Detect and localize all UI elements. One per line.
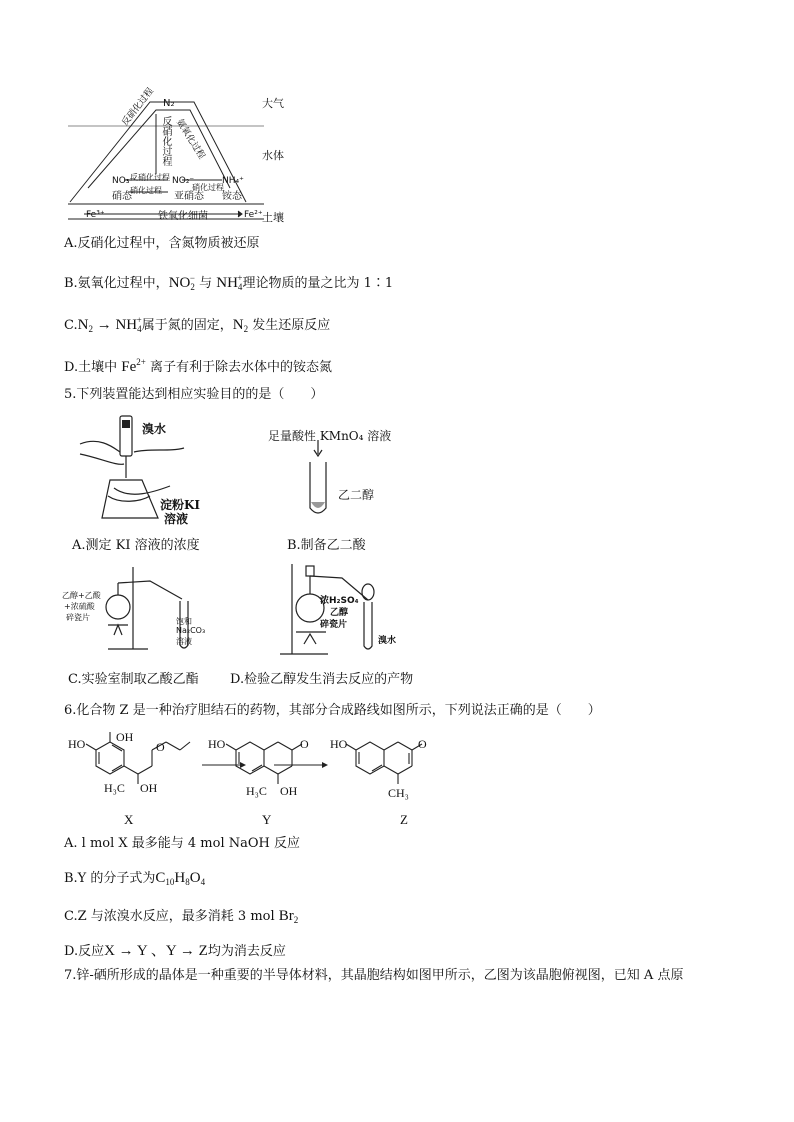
q4-option-c-suffix: 发生还原反应 — [252, 318, 331, 333]
q6-option-a: A. l mol X 最多能与 4 mol NaOH 反应 — [64, 836, 301, 851]
n2-label: N₂ — [163, 98, 175, 109]
nitrogen-cycle-diagram — [64, 92, 294, 224]
q5-c-reactants-label-1: 乙醇+乙酸 — [62, 591, 101, 600]
nitrification-label: 硝化过程 — [130, 186, 162, 195]
q5-d-acid-label: 浓H₂SO₄ — [320, 596, 359, 606]
q5-c-collector-label-2: Na₂CO₃ — [176, 626, 206, 635]
nh4-formula: $NH_4^+$ — [216, 273, 243, 292]
q6-arrow-2 — [272, 760, 332, 770]
q6-stem: 6.化合物 Z 是一种治疗胆结石的药物，其部分合成路线如图所示，下列说法正确的是（ ） — [64, 703, 601, 718]
q5-d-bromine-label: 溴水 — [378, 636, 397, 646]
q6-option-d-suffix: 均为消去反应 — [207, 944, 286, 959]
q5-option-d: D.检验乙醇发生消去反应的产物 — [230, 672, 414, 687]
nitrate-label: 硝态 — [112, 191, 132, 202]
q4-option-d-prefix: D.土壤中 — [64, 360, 118, 375]
no2-formula: $NO_2^-$ — [168, 273, 195, 292]
q4-option-c — [64, 310, 330, 339]
q5-c-collector-label-3: 溶液 — [176, 637, 192, 646]
nitrification-right-label: 硝化过程 — [192, 183, 224, 192]
z-ho-label: HO — [330, 737, 348, 751]
z-ch3-label: CH₃ — [388, 786, 409, 800]
reaction-formula: X → Y 、Y → Z — [104, 943, 208, 959]
q4-option-d-suffix: 离子有利于除去水体中的铵态氮 — [149, 360, 332, 375]
y-ho-label: HO — [208, 737, 226, 751]
q5-option-c: C.实验室制取乙酸乙酯 — [68, 672, 199, 687]
q6-option-d-prefix: D.反应 — [64, 944, 105, 959]
soil-label: 土壤 — [262, 211, 284, 224]
q5-c-collector-label-1: 饱和 — [176, 617, 192, 626]
q5-option-b: B.制备乙二酸 — [287, 538, 366, 553]
q5-apparatus-b — [300, 440, 340, 520]
q4-option-b-mid: 与 — [199, 276, 213, 291]
no2-label: NO₂⁻ — [172, 176, 195, 186]
nh4-label: NH₄⁺ — [222, 176, 244, 186]
q5-a-solution-label-1: 淀粉KI — [160, 498, 201, 512]
q5-b-glycol-label: 乙二醇 — [338, 488, 375, 502]
q7-stem: 7.锌-硒所形成的晶体是一种重要的半导体材料，其晶胞结构如图甲所示，乙图为该晶胞俯视图，已知 A 点原 — [64, 968, 684, 983]
ammonium-label: 铵态 — [222, 191, 242, 202]
compound-x-label: X — [124, 812, 134, 827]
n2-to-nh4-formula: $N_2 \to NH_4^+$ — [77, 315, 142, 334]
denitrification-left-label: 反硝化过程 — [120, 86, 156, 129]
y-molecular-formula: $C_{10}H_8O_4$ — [155, 870, 206, 887]
q5-a-bromine-label: 溴水 — [142, 422, 167, 436]
y-oh-label: OH — [280, 784, 298, 798]
x-oh-top-label: OH — [116, 730, 134, 744]
q5-a-solution-label-2: 溶液 — [164, 512, 189, 526]
q5-d-ethanol-label: 乙醇 — [330, 608, 349, 618]
z-o-label: O — [418, 737, 427, 751]
q5-c-reactants-label-2: +浓硫酸 — [64, 602, 95, 611]
x-oh-bottom-label: OH — [140, 781, 158, 795]
compound-y-label: Y — [262, 812, 272, 827]
q4-option-b-suffix: 理论物质的量之比为 1∶1 — [242, 276, 394, 291]
q4-option-b — [64, 268, 393, 297]
br2-formula: $Br_2$ — [278, 908, 299, 925]
q6-option-b-prefix: B.Y 的分子式为 — [64, 871, 156, 886]
anammox-label: 氨氧化过程 — [173, 117, 207, 162]
q5-stem: 5.下列装置能达到相应实验目的的是（ ） — [64, 387, 324, 402]
fe3-label: Fe³⁺ — [86, 210, 105, 220]
iron-bacteria-label: 铁氧化细菌 — [158, 211, 208, 222]
q4-option-c-mid: 属于氮的固定， — [141, 318, 233, 333]
q4-option-c-prefix: C. — [64, 318, 78, 333]
q4-option-a: A.反硝化过程中，含氮物质被还原 — [64, 236, 260, 251]
x-ho-label: HO — [68, 737, 86, 751]
atmosphere-label: 大气 — [262, 97, 284, 110]
q6-option-c-prefix: C.Z 与浓溴水反应，最多消耗 3 mol — [64, 909, 275, 924]
q5-option-a: A.测定 KI 溶液的浓度 — [72, 538, 200, 553]
q5-b-reagent-label: 足量酸性 KMnO₄ 溶液 — [268, 429, 392, 443]
compound-z-label: Z — [400, 812, 408, 827]
q5-d-chips-label: 碎瓷片 — [320, 620, 348, 630]
q6-option-c — [64, 906, 298, 930]
fe2-formula: $Fe^{2+}$ — [121, 357, 146, 375]
x-h3c-label: H₃C — [104, 781, 125, 795]
n2-formula: $N_2$ — [232, 317, 249, 334]
no3-label: NO₃⁻ — [112, 176, 135, 186]
x-o-label: O — [156, 740, 165, 754]
q5-c-chips-label: 碎瓷片 — [66, 613, 90, 622]
denitrification-center-label: 反硝化过程 — [160, 116, 171, 166]
y-o-label: O — [300, 737, 309, 751]
q6-option-d — [64, 941, 286, 962]
denitrification-bottom-label: 反硝化过程 — [130, 173, 170, 182]
y-h3c-label: H₃C — [246, 784, 267, 798]
water-label: 水体 — [262, 149, 284, 162]
fe2-label: Fe²⁺ — [244, 210, 263, 220]
q6-option-b — [64, 868, 205, 892]
q4-option-b-prefix: B.氨氧化过程中， — [64, 276, 169, 291]
nitrite-label: 亚硝态 — [174, 191, 204, 202]
q4-option-d — [64, 352, 332, 378]
